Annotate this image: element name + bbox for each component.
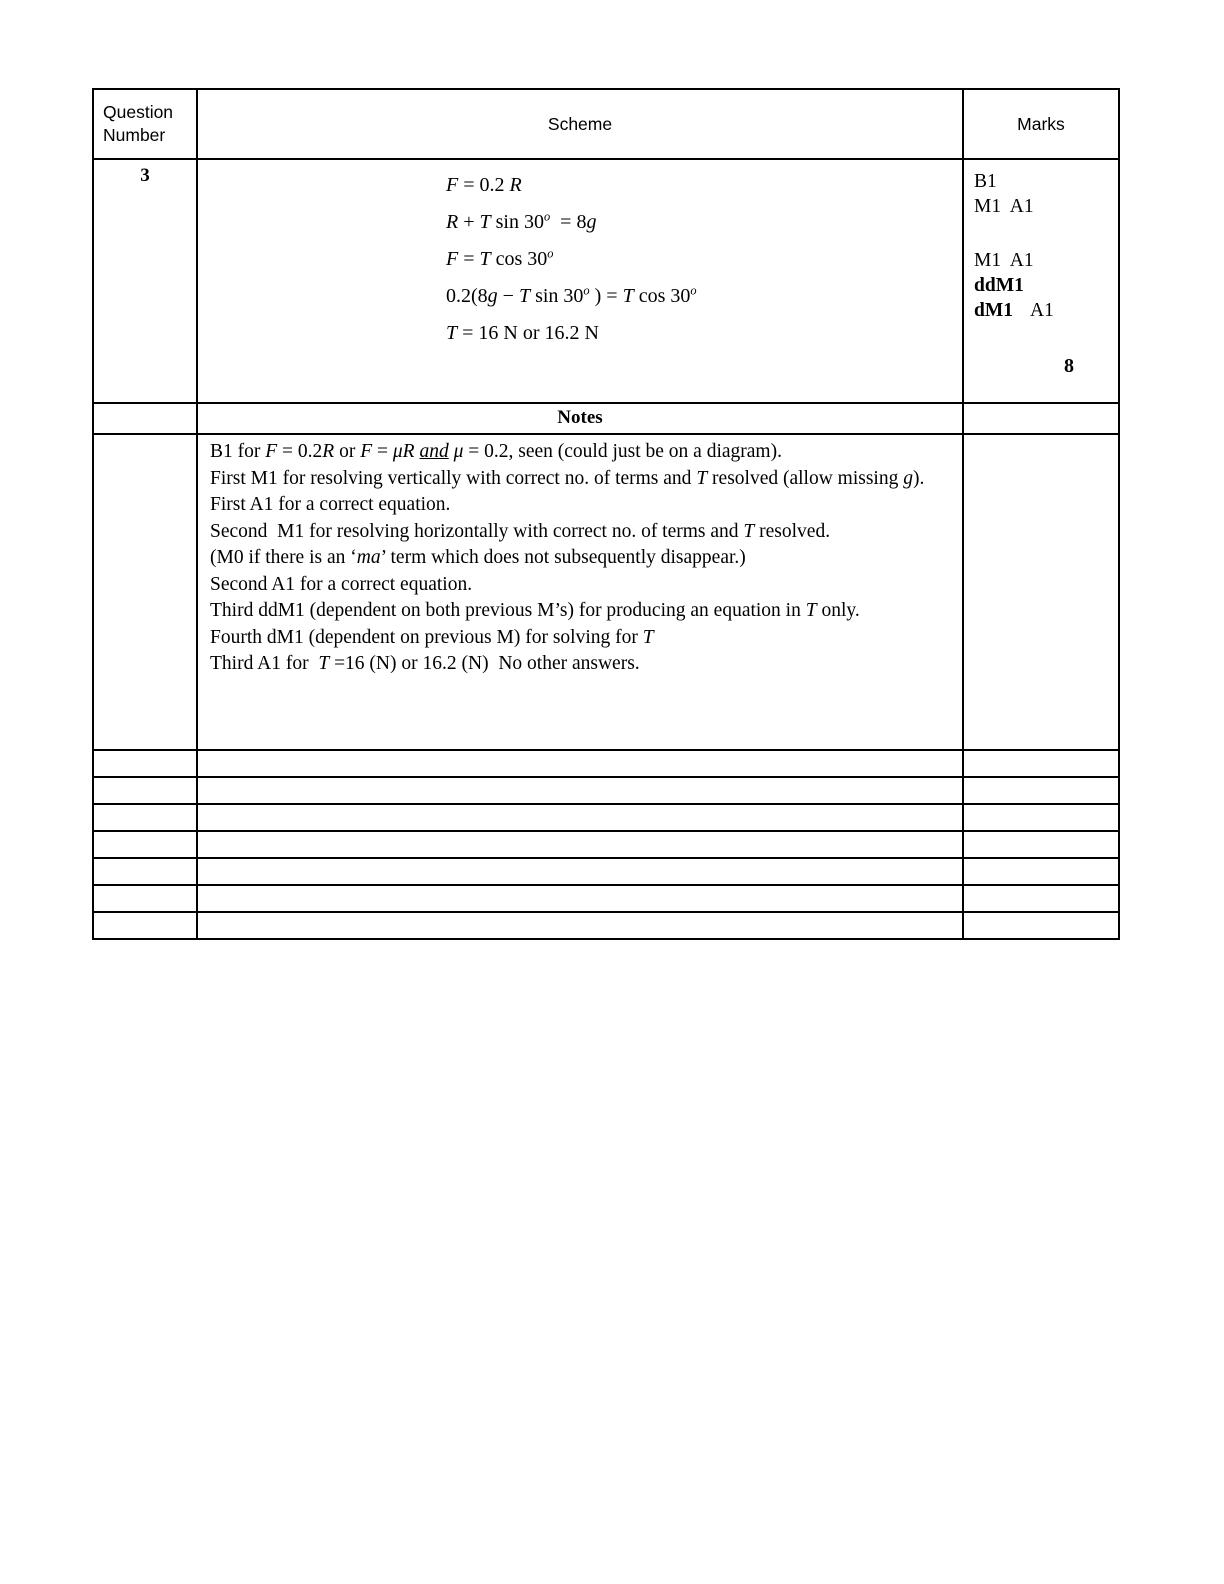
header-cell-marks: Marks	[963, 89, 1119, 159]
header-cell-question-number: Question Number	[93, 89, 197, 159]
mark-dm1-a1-line	[974, 298, 1118, 323]
scheme-equation-5: T = 16 N or 16.2 N	[446, 322, 599, 344]
question-number: 3	[93, 159, 197, 403]
empty-row	[93, 804, 1119, 831]
notes-line: Second A1 for a correct equation.	[210, 573, 473, 595]
scheme-equation-3: F = T cos 30$^o$	[446, 246, 554, 270]
mark-scheme-page	[92, 88, 1120, 940]
empty-row	[93, 912, 1119, 939]
empty-row	[93, 750, 1119, 777]
notes-header-left-cell	[93, 403, 197, 434]
scheme-equation-2: R + T sin 30$^o$ = 8g	[446, 209, 597, 233]
scheme-cell	[197, 159, 963, 403]
mark-a1-third: A1	[1030, 300, 1054, 321]
empty-row	[93, 885, 1119, 912]
notes-header-right-cell	[963, 403, 1119, 434]
notes-line: Third A1 for T =16 (N) or 16.2 (N) No other answers.	[210, 653, 640, 674]
mark-b1: B1	[974, 171, 997, 192]
notes-line: First M1 for resolving vertically with correct no. of terms and T resolved (allow missing g).	[210, 467, 925, 489]
marks-total: 8	[1064, 355, 1074, 377]
notes-line: B1 for F = 0.2R or F = μR and μ = 0.2, seen (could just be on a diagram).	[210, 441, 782, 462]
mark-ddm1: ddM1	[974, 275, 1024, 296]
notes-cell	[197, 434, 963, 750]
marks-gap	[974, 219, 1118, 248]
table-header-row	[93, 89, 1119, 159]
scheme-equation-4: 0.2(8g − T sin 30$^o$ ) = T cos 30$^o$	[446, 283, 697, 307]
scheme-equation-1: F = 0.2 R	[446, 174, 522, 196]
mark-dm1: dM1	[974, 300, 1013, 321]
mark-m1a1-first: M1 A1	[974, 196, 1034, 217]
empty-row	[93, 858, 1119, 885]
mark-m1a1-second: M1 A1	[974, 250, 1034, 271]
notes-line: Fourth dM1 (dependent on previous M) for solving for T	[210, 626, 654, 648]
notes-row	[93, 434, 1119, 750]
empty-row	[93, 777, 1119, 804]
notes-title: Notes	[197, 403, 963, 434]
notes-line: First A1 for a correct equation.	[210, 494, 451, 515]
question-row	[93, 159, 1119, 403]
notes-header-row	[93, 403, 1119, 434]
empty-row	[93, 831, 1119, 858]
notes-line: (M0 if there is an ‘ma’ term which does not subsequently disappear.)	[210, 547, 746, 568]
notes-left-cell	[93, 434, 197, 750]
notes-line: Second M1 for resolving horizontally with correct no. of terms and T resolved.	[210, 520, 831, 542]
notes-line: Third ddM1 (dependent on both previous M’s) for producing an equation in T only.	[210, 600, 860, 621]
marks-cell	[963, 159, 1119, 403]
notes-right-cell	[963, 434, 1119, 750]
mark-scheme-table	[92, 88, 1120, 940]
header-cell-scheme: Scheme	[197, 89, 963, 159]
